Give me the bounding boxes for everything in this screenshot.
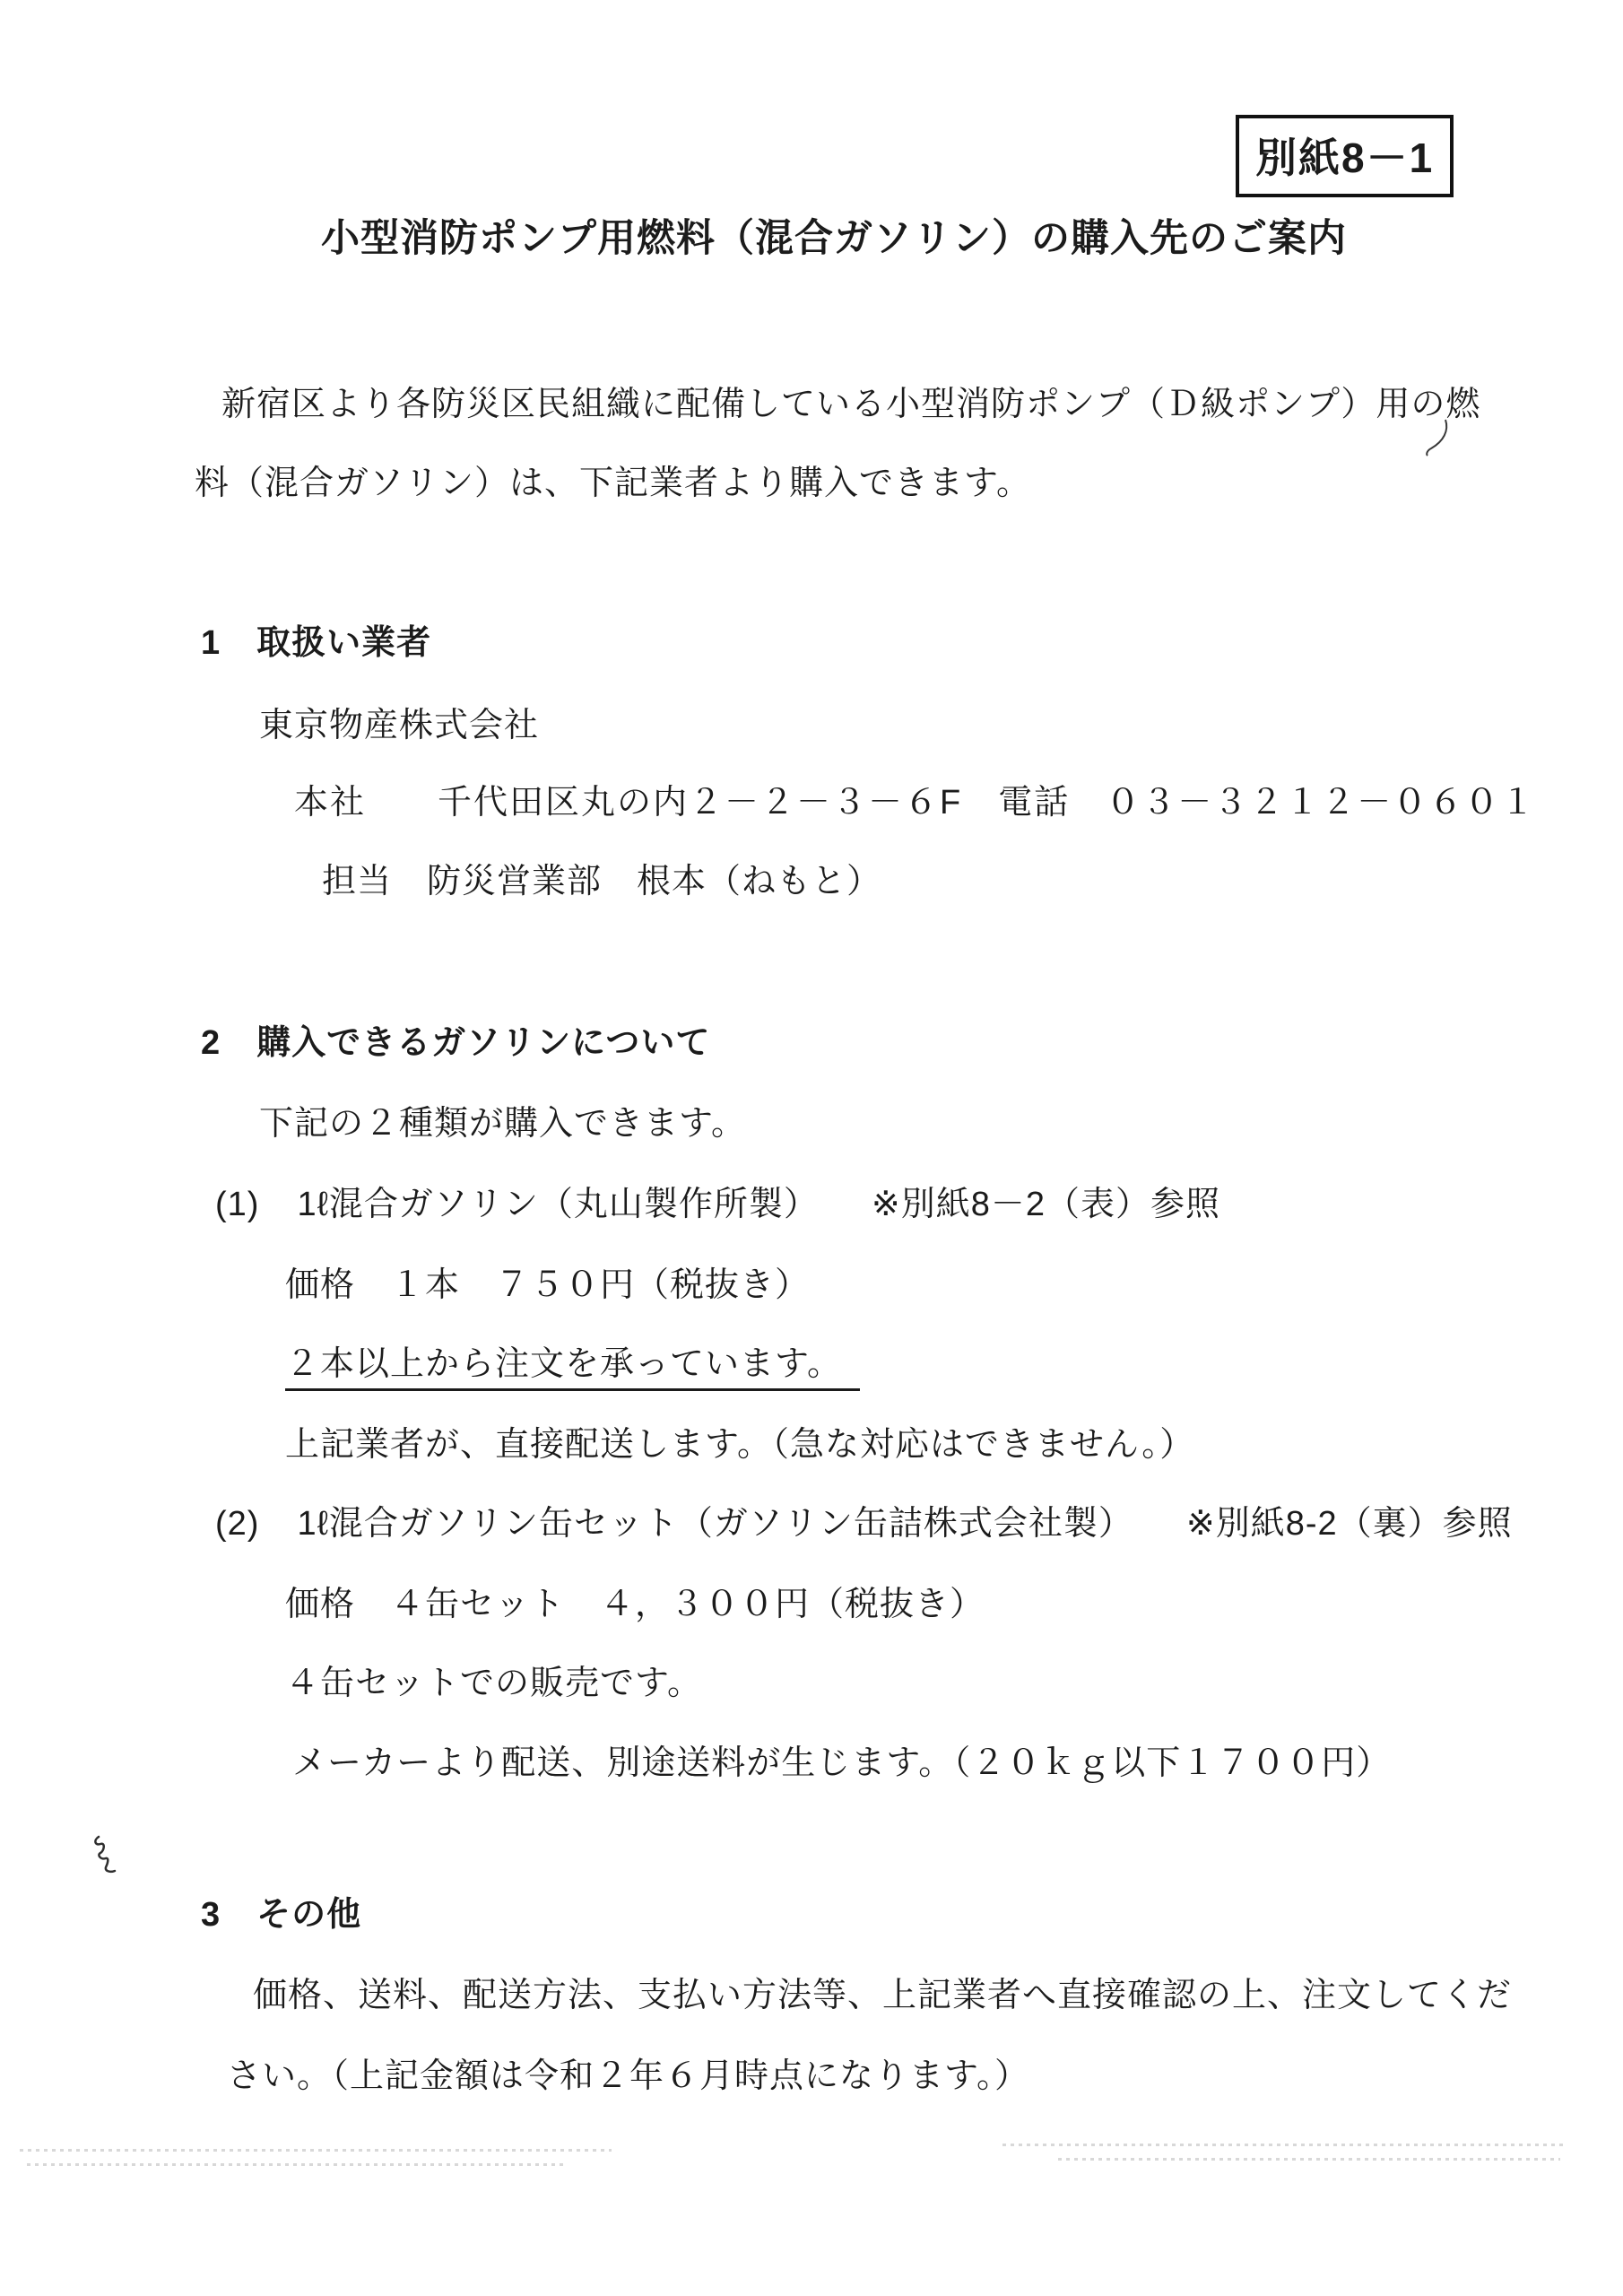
item-1-marker: (1) <box>215 1186 260 1223</box>
attachment-label-box <box>1236 115 1454 197</box>
item-2-marker: (2) <box>215 1505 260 1543</box>
scan-artifact-line <box>27 2163 565 2166</box>
item-2-shipping-note: メーカーより配送、別途送料が生じます。（２０ｋｇ以下１７００円） <box>292 1744 1392 1782</box>
item-2-price: 価格 ４缶セット ４，３００円（税抜き） <box>285 1586 985 1623</box>
item-1-order-note: ２本以上から注文を承っています。 <box>285 1345 860 1391</box>
page-title: 小型消防ポンプ用燃料（混合ガソリン）の購入先のご案内 <box>321 217 1347 260</box>
section-1-label: 取扱い業者 <box>256 624 432 662</box>
item-1-name-line <box>215 1184 1220 1227</box>
vendor-head-office-line: 本社 千代田区丸の内２－２－３－６F 電話 ０３－３２１２－０６０１ <box>294 784 1537 822</box>
section-2-lead: 下記の２種類が購入できます。 <box>259 1105 746 1143</box>
ink-curl-mark <box>1422 418 1453 457</box>
vendor-contact-line: 担当 防災営業部 根本（ねもと） <box>322 863 882 900</box>
item-2-name-line <box>215 1503 1513 1546</box>
scan-artifact-line <box>20 2149 612 2152</box>
section-1-heading <box>201 622 431 665</box>
intro-paragraph-line-2: 料（混合ガソリン）は、下記業者より購入できます。 <box>195 465 1031 502</box>
section-2-heading <box>201 1022 710 1065</box>
section-3-line-2: さい。（上記金額は令和２年６月時点になります。） <box>227 2057 1029 2095</box>
section-3-number: 3 <box>201 1896 221 1934</box>
attachment-label: 別紙8－1 <box>1255 135 1435 181</box>
section-3-label: その他 <box>256 1896 362 1934</box>
item-1-delivery-note: 上記業者が、直接配送します。（急な対応はできません。） <box>285 1426 1195 1464</box>
section-1-number: 1 <box>201 624 221 662</box>
scan-artifact-line <box>1058 2158 1560 2161</box>
section-2-number: 2 <box>201 1024 221 1062</box>
handwritten-squiggle-mark <box>86 1830 140 1891</box>
vendor-company-name: 東京物産株式会社 <box>259 707 540 744</box>
item-1-name: 1ℓ混合ガソリン（丸山製作所製） ※別紙8－2（表）参照 <box>297 1186 1220 1223</box>
section-3-line-1: 価格、送料、配送方法、支払い方法等、上記業者へ直接確認の上、注文してくだ <box>253 1977 1513 2014</box>
item-2-name: 1ℓ混合ガソリン缶セット（ガソリン缶詰株式会社製） ※別紙8-2（裏）参照 <box>297 1505 1513 1543</box>
item-1-order-note-line <box>285 1344 860 1387</box>
section-2-label: 購入できるガソリンについて <box>256 1024 711 1062</box>
item-1-price: 価格 １本 ７５０円（税抜き） <box>285 1266 811 1304</box>
section-3-heading <box>201 1894 361 1937</box>
item-2-sales-note: ４缶セットでの販売です。 <box>285 1665 702 1702</box>
scan-artifact-line <box>1002 2144 1567 2146</box>
intro-paragraph-line-1: 新宿区より各防災区民組織に配備している小型消防ポンプ（Ｄ級ポンプ）用の燃 <box>221 386 1481 423</box>
